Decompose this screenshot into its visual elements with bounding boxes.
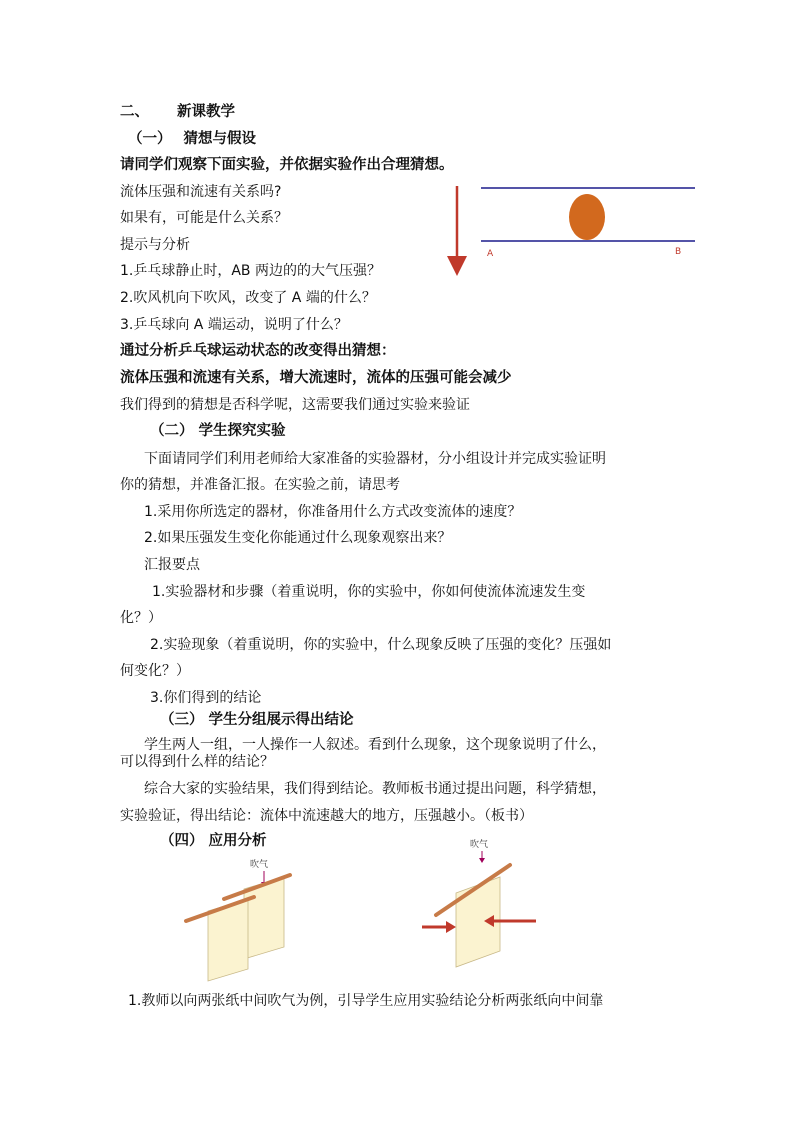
report-heading: 汇报要点 [144,557,200,573]
label-a: A [487,249,494,259]
verify-line: 我们得到的猜想是否科学呢，这需要我们通过实验来验证 [120,397,470,413]
sub4-heading: （四） 应用分析 [160,832,267,849]
blow-label-right: 吹气 [470,840,489,850]
sub3-heading: （三） 学生分组展示得出结论 [160,711,354,728]
hypothesis-line: 流体压强和流速有关系，增大流速时，流体的压强可能会减少 [120,369,512,386]
p2-line-2: 你的猜想，并准备汇报。在实验之前，请思考 [120,477,400,493]
sub1-title: 猜想与假设 [183,130,256,147]
section-title: 新课教学 [177,103,235,120]
sub1-number: （一） [128,130,172,147]
pingpong-ball [569,194,605,240]
think-2: 2.如果压强发生变化你能通过什么现象观察出来？ [144,530,452,546]
p3-line-1: 学生两人一组，一人操作一人叙述。看到什么现象，这个现象说明了什么， [144,737,606,753]
hint-3: 3.乒乓球向 A 端运动，说明了什么？ [120,317,348,333]
two-papers-figure [180,855,310,985]
section-number: 二、 [120,103,149,120]
pingpong-diagram [445,178,705,278]
intro-line: 请同学们观察下面实验，并依据实验作出合理猜想。 [120,156,454,173]
last-line: 1.教师以向两张纸中间吹气为例，引导学生应用实验结论分析两张纸向中间靠 [128,993,604,1009]
hint-heading: 提示与分析 [120,237,190,253]
label-b: B [675,247,682,257]
p3-line-2: 可以得到什么样的结论？ [120,754,274,770]
report-2-line-1: 2.实验现象（着重说明，你的实验中，什么现象反映了压强的变化？压强如 [150,637,612,653]
p2-line-1: 下面请同学们利用老师给大家准备的实验器材，分小组设计并完成实验证明 [144,451,606,467]
report-3: 3.你们得到的结论 [150,690,262,706]
hint-1: 1.乒乓球静止时，AB 两边的的大气压强？ [120,263,381,279]
blow-label-left: 吹气 [250,860,269,870]
question-2: 如果有，可能是什么关系？ [120,210,288,226]
p4-line-1: 综合大家的实验结果，我们得到结论。教师板书通过提出问题，科学猜想， [144,781,606,797]
sub2-heading: （二） 学生探究实验 [150,422,286,439]
hint-2: 2.吹风机向下吹风，改变了 A 端的什么？ [120,290,376,306]
report-1-line-1: 1.实验器材和步骤（着重说明，你的实验中，你如何使流体流速发生变 [152,584,586,600]
question-1: 流体压强和流速有关系吗? [120,184,282,200]
think-1: 1.采用你所选定的器材，你准备用什么方式改变流体的速度？ [144,504,522,520]
analysis-line: 通过分析乒乓球运动状态的改变得出猜想： [120,342,396,359]
report-1-line-2: 化？） [120,610,162,626]
pressure-paper-figure [418,835,558,970]
report-2-line-2: 何变化？） [120,663,190,679]
p4-line-2: 实验验证，得出结论：流体中流速越大的地方，压强越小。（板书） [120,808,533,824]
